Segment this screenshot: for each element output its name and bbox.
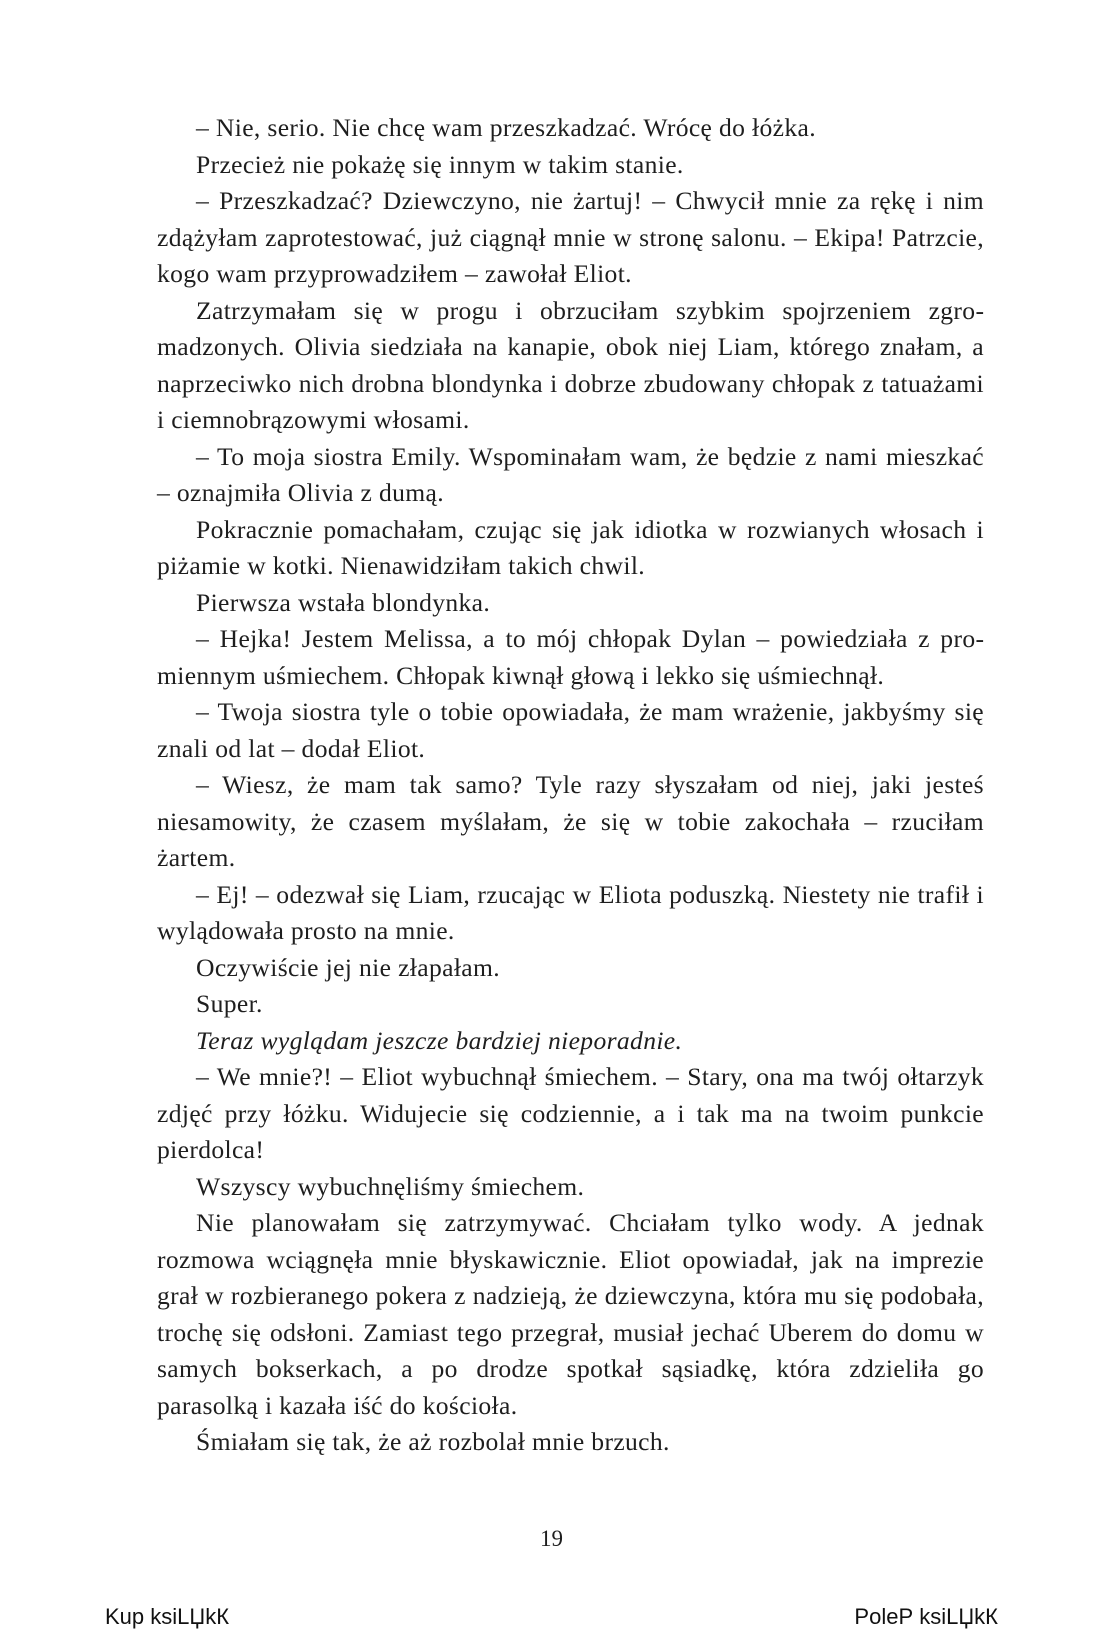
paragraph: Śmiałam się tak, że aż rozbolał mnie brzuch.	[196, 1427, 670, 1456]
page-number: 19	[540, 1526, 563, 1551]
paragraph: – Przeszkadzać? Dziewczyno, nie żartuj! – Chwycił mnie za rękę i nim zdążyłam zaprotestować, już ciągnął mnie w stronę salonu. – Ekipa! Patrzcie, kogo wam przyprowadziłem – zawołał Eliot.	[157, 186, 984, 288]
paragraph: – Ej! – odezwał się Liam, rzucając w Eliota poduszką. Niestety nie trafił i wylądowała prosto na mnie.	[157, 879, 984, 945]
buy-book-link[interactable]: Kup ksiLЏkК	[105, 1604, 230, 1629]
paragraph: Przecież nie pokażę się innym w takim stanie.	[196, 149, 684, 179]
paragraph: – We mnie?! – Eliot wybuchnął śmiechem. – Stary, ona ma twój ołtarzyk zdjęć przy łóżku. Widujecie się codziennie, a i tak ma na twoim punkcie pierdolca!	[157, 1062, 984, 1164]
paragraph: Wszyscy wybuchnęliśmy śmiechem.	[196, 1171, 585, 1201]
paragraph: Nie planowałam się zatrzymywać. Chciałam tylko wody. A jednak rozmowa wciągnęła mnie błyskawicznie. Eliot opowiadał, jak na imprezie grał w rozbieranego pokera z nadzieją, że dziewczyna, która mu się podobała, trochę się odsłoni. Zamiast tego przegrał, musiał jechać Uberem do domu w samych bokserkach, a po drodze spotkał sąsiadkę, która zdzieliła go parasolką i kazała iść do kościoła.	[157, 1208, 984, 1420]
paragraph: Pokracznie pomachałam, czując się jak idiotka w rozwianych włosach i piżamie w kotki. Nienawidziłam takich chwil.	[157, 514, 984, 580]
paragraph: Super.	[196, 989, 263, 1018]
paragraph: Zatrzymałam się w progu i obrzuciłam szybkim spojrzeniem zgromadzonych. Olivia siedziała na kanapie, obok niej Liam, którego znałam, a naprzeciwko nich drobna blondynka i dobrze zbudowany chłopak z tatuażami i ciemnobrązowymi włosami.	[157, 295, 984, 434]
paragraph: – Wiesz, że mam tak samo? Tyle razy słyszałam od niej, jaki jesteś niesamowity, że czasem myślałam, że się w tobie zakochała – rzuciłam żartem.	[157, 770, 984, 872]
paragraph: – Nie, serio. Nie chcę wam przeszkadzać. Wrócę do łóżka.	[196, 113, 816, 142]
recommend-book-link[interactable]: PoleР ksiLЏkК	[854, 1604, 998, 1629]
paragraph: – To moja siostra Emily. Wspominałam wam, że będzie z nami mieszkać – oznajmiła Olivia z dumą.	[157, 441, 984, 507]
paragraph: Oczywiście jej nie złapałam.	[196, 952, 500, 982]
body-text	[157, 110, 984, 1461]
paragraph: – Twoja siostra tyle o tobie opowiadała, że mam wrażenie, jakbyśmy się znali od lat – dodał Eliot.	[157, 697, 984, 763]
paragraph: Pierwsza wstała blondynka.	[196, 587, 491, 617]
paragraph: Teraz wyglądam jeszcze bardziej nieporadnie.	[196, 1025, 683, 1055]
paragraph: – Hejka! Jestem Melissa, a to mój chłopak Dylan – powiedziała z promiennym uśmiechem. Chłopak kiwnął głową i lekko się uśmiechnął.	[157, 624, 984, 690]
